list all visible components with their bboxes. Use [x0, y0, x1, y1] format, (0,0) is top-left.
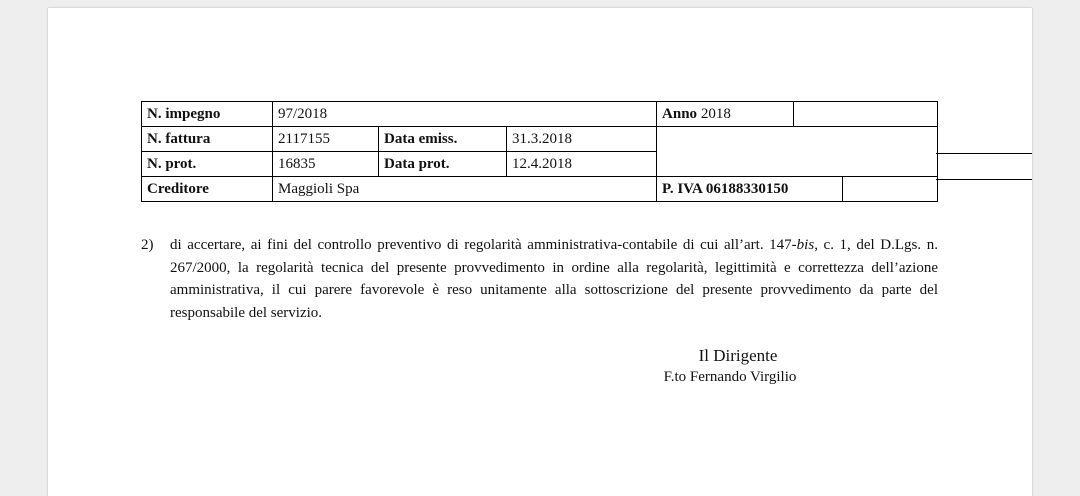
table-overflow-line	[936, 179, 1032, 180]
piva-value: 06188330150	[705, 180, 789, 197]
piva-empty-cell	[843, 177, 938, 202]
table-row	[142, 102, 938, 127]
table-row	[142, 177, 938, 202]
data-prot-label: Data prot.	[379, 152, 507, 177]
signature-title: Il Dirigente	[698, 346, 778, 365]
signature-name: F.to Fernando Virgilio	[663, 369, 797, 385]
impegno-table	[141, 101, 938, 202]
paragraph-text-italic: bis	[796, 237, 815, 253]
table-overflow-line	[936, 153, 1032, 154]
paragraph-text-end: , c. 1, del D.Lgs. n. 267/2000, la regolarità tecnica del presente provvedimento in ordine alla regolarità, legittimità e correttezza dell’azione amministrativa, il cui parere favorevole è reso unitamente alla sottoscrizione del presente provvedimento da parte del responsabile del servizio.	[170, 237, 938, 321]
paragraph-text-start: di accertare, ai fini del controllo preventivo di regolarità amministrativa-contabile di cui all’art. 147-	[170, 237, 797, 253]
impegno-value: 97/2018	[273, 102, 657, 127]
creditore-label: Creditore	[142, 177, 273, 202]
anno-cell	[657, 102, 794, 127]
table-row	[142, 152, 938, 177]
paragraph-number: 2)	[141, 237, 154, 253]
fattura-label: N. fattura	[142, 127, 273, 152]
data-emiss-label: Data emiss.	[379, 127, 507, 152]
data-prot-value: 12.4.2018	[507, 152, 657, 177]
anno-label: Anno	[662, 105, 698, 122]
anno-empty-cell	[794, 102, 938, 127]
impegno-label: N. impegno	[142, 102, 273, 127]
fattura-empty-cell	[657, 127, 938, 152]
creditore-value: Maggioli Spa	[273, 177, 657, 202]
piva-label: P. IVA	[662, 180, 703, 197]
paragraph-text	[170, 234, 938, 324]
anno-value: 2018	[700, 105, 731, 122]
data-emiss-value: 31.3.2018	[507, 127, 657, 152]
prot-empty-cell	[657, 152, 938, 177]
document-page	[48, 8, 1032, 496]
prot-value: 16835	[273, 152, 379, 177]
table-row	[142, 127, 938, 152]
piva-cell	[657, 177, 843, 202]
paragraph-2	[141, 234, 938, 324]
fattura-value: 2117155	[273, 127, 379, 152]
prot-label: N. prot.	[142, 152, 273, 177]
